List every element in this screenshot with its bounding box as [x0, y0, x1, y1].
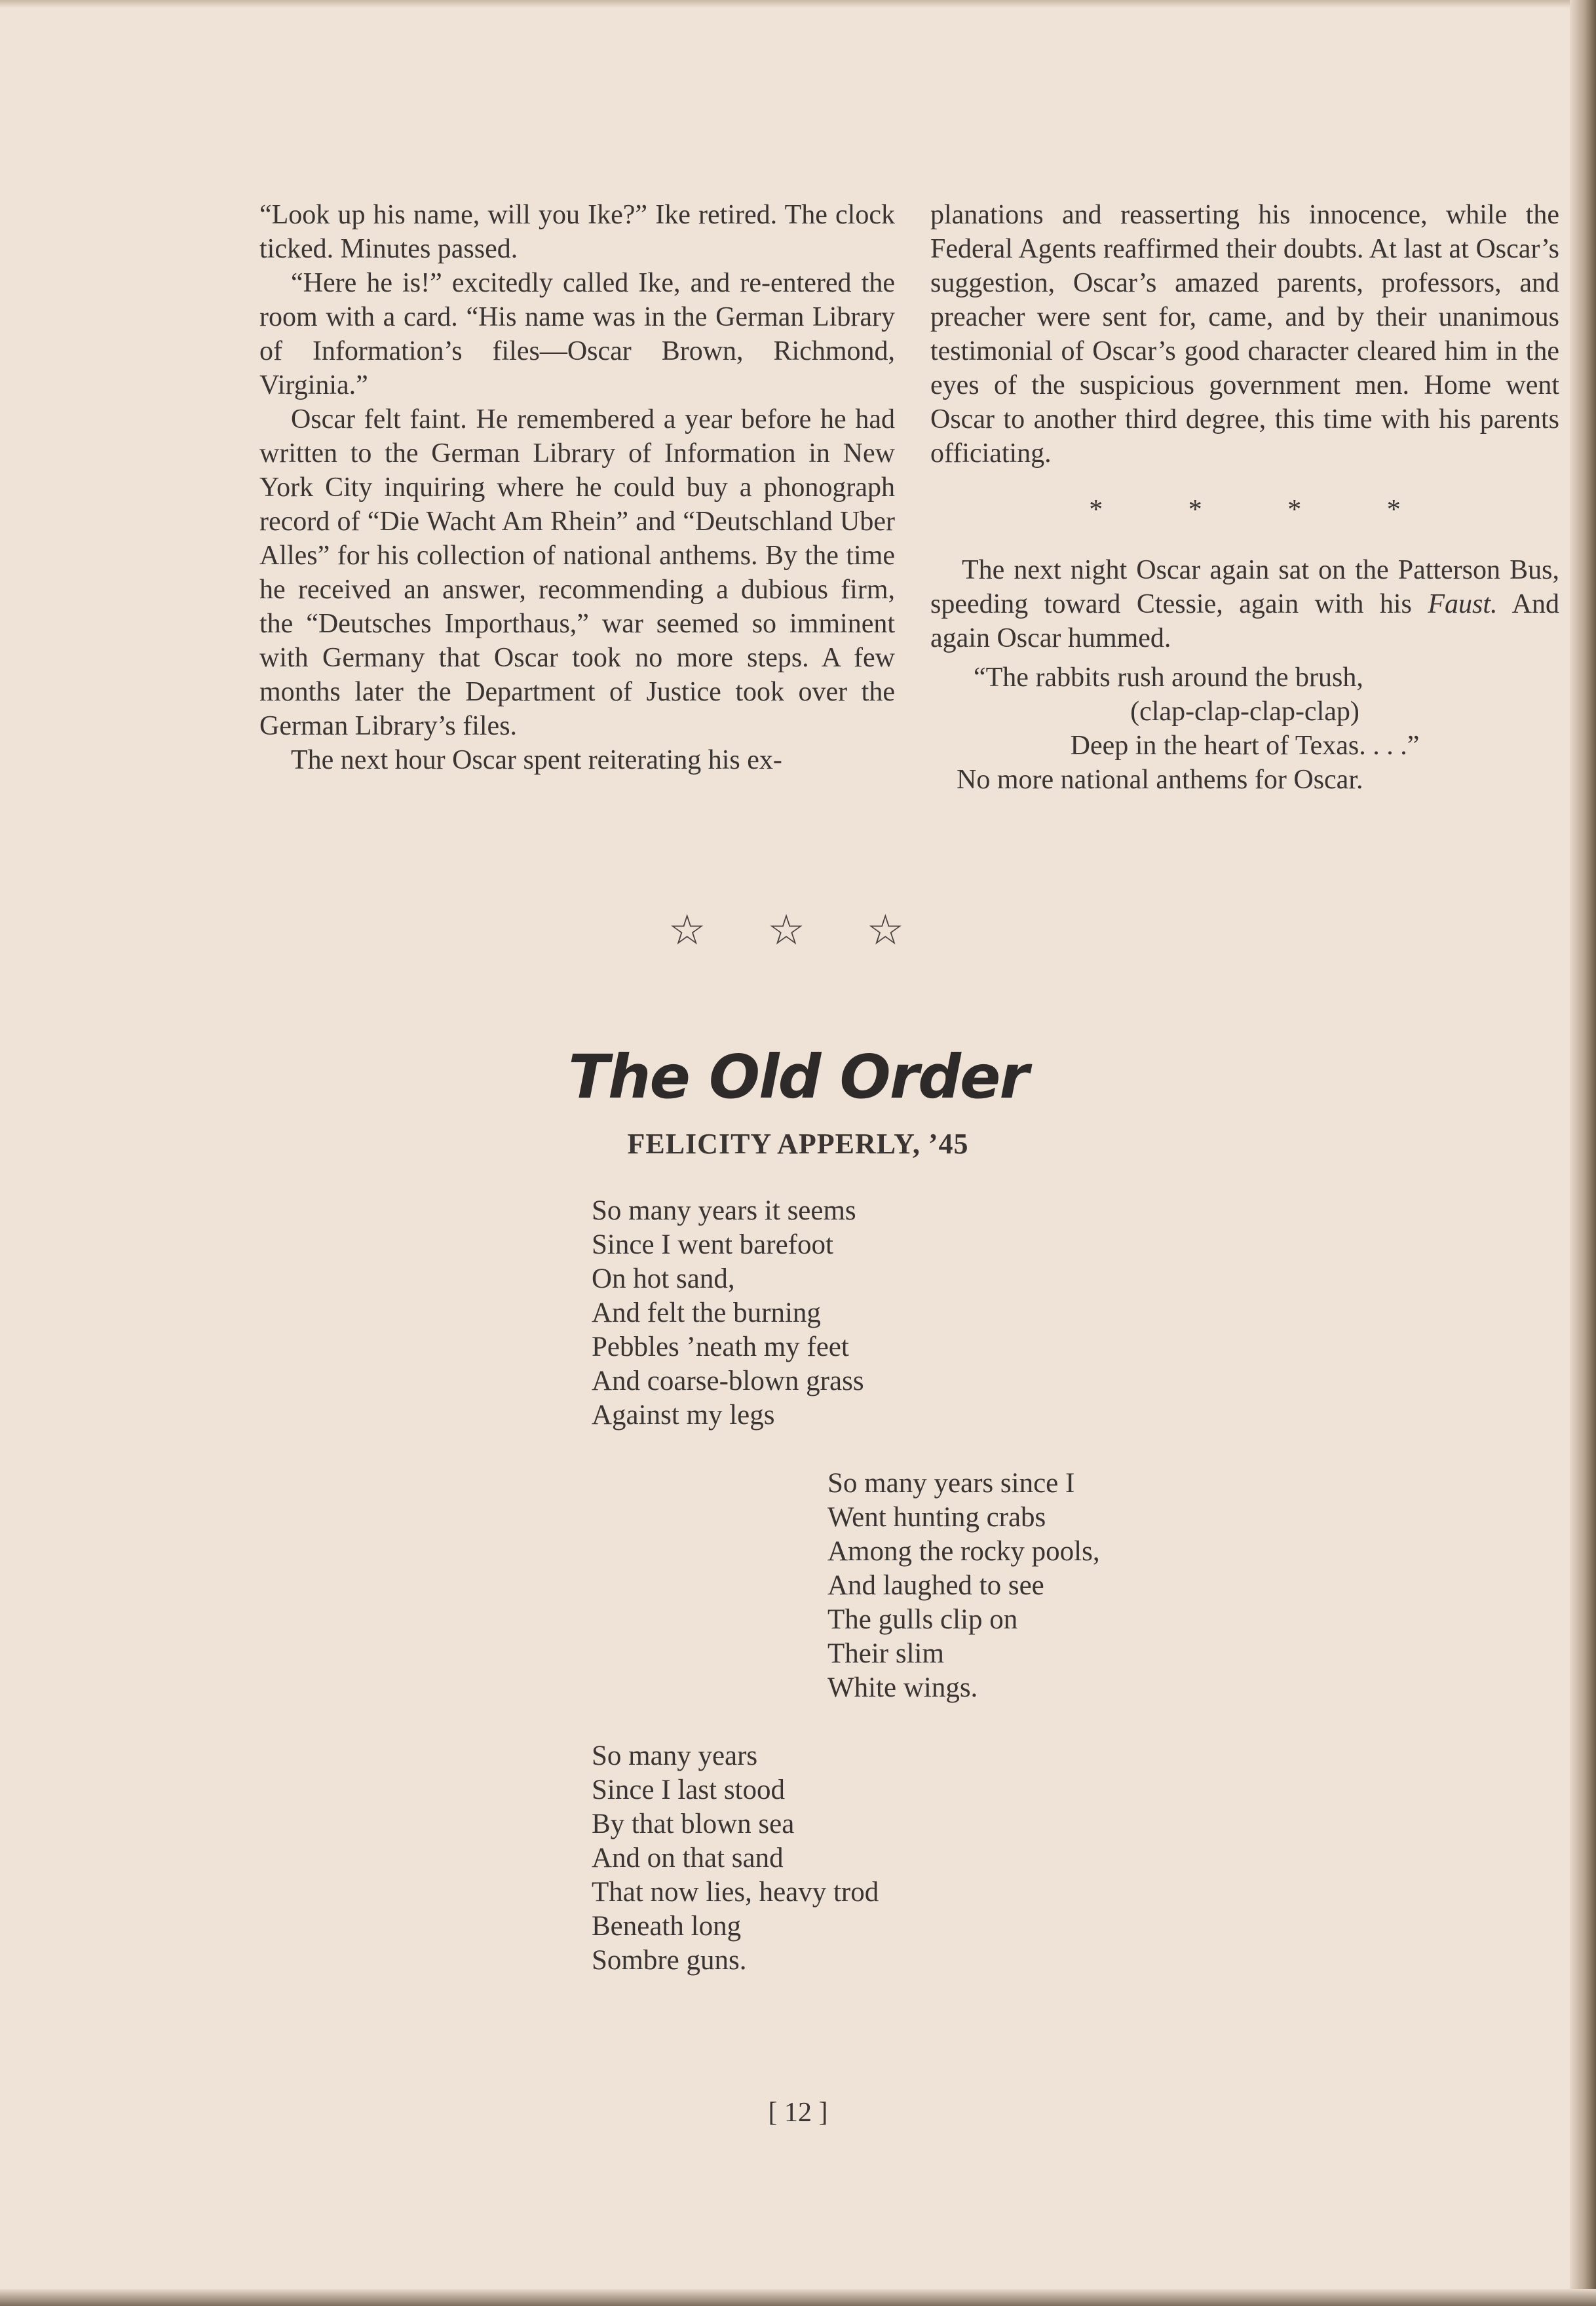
star-icon: ☆ [767, 907, 805, 953]
poem-line: So many years it seems [592, 1195, 856, 1226]
poem-line: White wings. [827, 1672, 978, 1703]
poem-line: That now lies, heavy trod [592, 1877, 879, 1908]
poem-line: Beneath long [592, 1911, 742, 1942]
poem-line: And coarse-blown grass [592, 1366, 864, 1396]
poem-stanza-2 [827, 1467, 1100, 1705]
poem-stanza-1 [592, 1194, 864, 1432]
song-line: “The rabbits rush around the brush, [974, 663, 1363, 693]
poem-line: On hot sand, [592, 1263, 735, 1294]
left-paragraph-4: The next hour Oscar spent reiterating his ex- [291, 745, 782, 775]
page-number: [ 12 ] [768, 2098, 828, 2128]
faust-title: Faust. [1428, 589, 1498, 619]
page-top-edge [0, 0, 1596, 8]
poem-line: So many years since I [827, 1468, 1075, 1499]
song-lyrics [930, 661, 1559, 797]
page-bottom-edge [0, 2289, 1596, 2306]
right-paragraph-2-text-b: And again Oscar hummed. [930, 589, 1560, 653]
poem-line: The gulls clip on [827, 1604, 1018, 1635]
poem-author: FELICITY APPERLY, ’45 [627, 1128, 969, 1160]
poem-line: Since I went barefoot [592, 1229, 833, 1260]
left-paragraph-2: “Here he is!” excitedly called Ike, and re-entered the room with a card. “His name was in the German Library of Information’s files—Oscar Brown, Richmond, Virginia.” [259, 268, 895, 400]
right-column [930, 198, 1559, 797]
poem-line: Sombre guns. [592, 1945, 747, 1976]
star-icon: ☆ [866, 907, 904, 953]
poem-line: Among the rocky pools, [827, 1536, 1100, 1567]
poem-line: And felt the burning [592, 1297, 821, 1328]
song-line: (clap-clap-clap-clap) [1130, 697, 1359, 727]
right-paragraph-2-text-a: The next night Oscar again sat on the Patterson Bus, speeding toward Ctessie, again with his [930, 555, 1559, 619]
poem-line: So many years [592, 1740, 758, 1771]
poem-line: Went hunting crabs [827, 1502, 1046, 1533]
left-paragraph-3: Oscar felt faint. He remembered a year before he had written to the German Library of Information in New York City inquiring where he could buy a phonograph record of “Die Wacht Am Rhein” and “Deutschland Uber Alles” for his collection of national anthems. By the time he received an answer, recommending a dubious firm, the “Deutsches Importhaus,” war seemed so imminent with Germany that Oscar took no more steps. A few months later the Department of Justice took over the German Library’s files. [259, 404, 895, 741]
poem-stanza-3 [592, 1739, 879, 1978]
poem-title: The Old Order [568, 1042, 1028, 1112]
left-paragraph-1: “Look up his name, will you Ike?” Ike retired. The clock ticked. Minutes passed. [259, 200, 895, 264]
song-line: Deep in the heart of Texas. . . .” [1070, 731, 1420, 761]
poem-line: And laughed to see [827, 1570, 1044, 1601]
poem-line: Against my legs [592, 1400, 775, 1431]
star-icon: ☆ [668, 907, 706, 953]
left-column [259, 198, 895, 777]
divider-stars [668, 906, 904, 955]
poem-line: And on that sand [592, 1843, 784, 1874]
closing-line: No more national anthems for Oscar. [957, 765, 1363, 795]
right-paragraph-1: planations and reasserting his innocence, while the Federal Agents reaffirmed their doubts. At last at Oscar’s suggestion, Oscar’s amazed parents, professors, and preacher were sent for, came, and by their unanimous testimonial of Oscar’s good character cleared him in the eyes of the suspicious government men. Home went Oscar to another third degree, this time with his parents officiating. [930, 200, 1559, 469]
poem-line: Their slim [827, 1638, 944, 1669]
poem-line: By that blown sea [592, 1809, 795, 1839]
section-asterisks: * * * * [1089, 495, 1440, 525]
right-paragraph-2 [930, 553, 1559, 655]
poem-line: Pebbles ’neath my feet [592, 1332, 849, 1362]
poem-line: Since I last stood [592, 1775, 785, 1805]
